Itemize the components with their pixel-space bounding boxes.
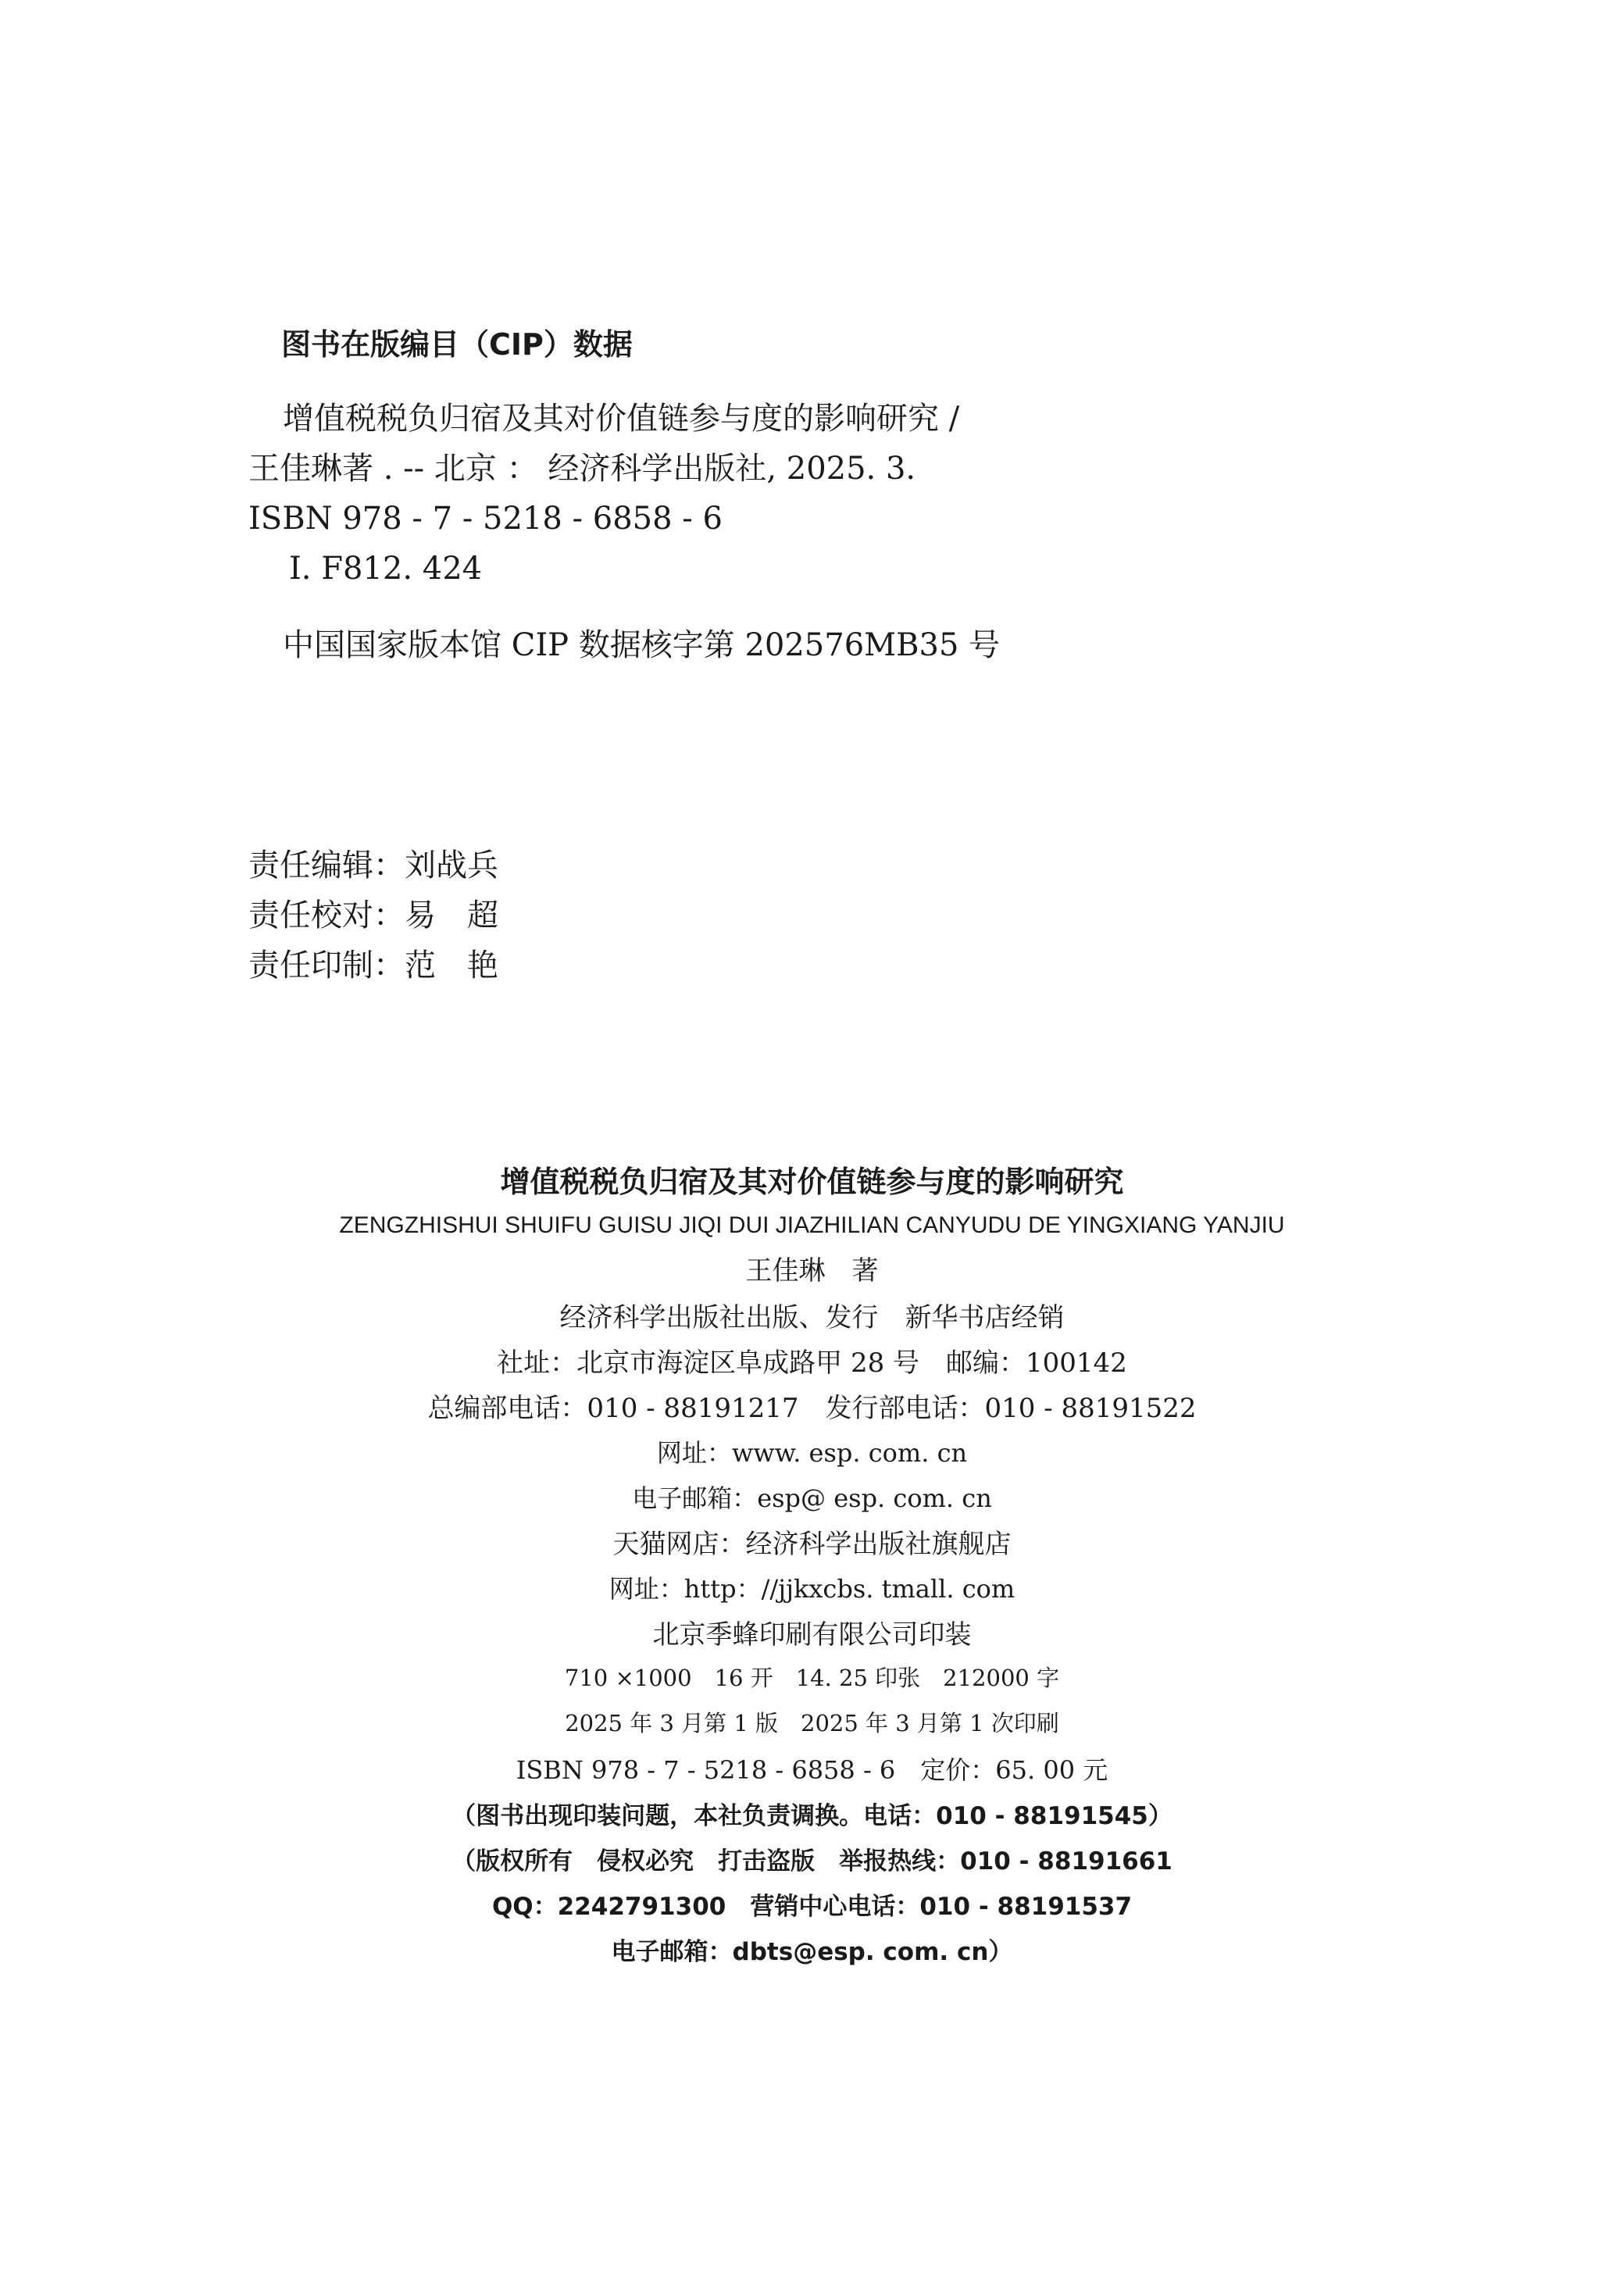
- imprint-line-email: 电子邮箱：esp@ esp. com. cn: [632, 1483, 992, 1513]
- imprint-line-isbn-price: ISBN 978 - 7 - 5218 - 6858 - 6 定价：65. 00 元: [516, 1755, 1108, 1785]
- responsible-printing: 责任印制：范 艳: [248, 948, 498, 983]
- imprint-line-printer: 北京季蜂印刷有限公司印装: [652, 1619, 972, 1651]
- responsible-proofreader: 责任校对：易 超: [248, 898, 498, 933]
- imprint-line-phones: 总编部电话：010 - 88191217 发行部电话：010 - 88191522: [427, 1393, 1197, 1424]
- cip-verification-number: 中国国家版本馆 CIP 数据核字第 202576MB35 号: [283, 627, 1001, 663]
- cip-line-classification: Ⅰ. F812. 424: [289, 551, 483, 587]
- imprint-line-tmall-url: 网址：http：//jjkxcbs. tmall. com: [609, 1574, 1015, 1604]
- imprint-title: 增值税税负归宿及其对价值链参与度的影响研究: [500, 1165, 1124, 1199]
- notice-print-defects: （图书出现印装问题，本社负责调换。电话：010 - 88191545）: [452, 1802, 1172, 1830]
- imprint-line-distribution: 经济科学出版社出版、发行 新华书店经销: [559, 1302, 1065, 1333]
- cip-line-title: 增值税税负归宿及其对价值链参与度的影响研究 /: [283, 401, 960, 437]
- imprint-line-specs: 710 ×1000 16 开 14. 25 印张 212000 字: [564, 1665, 1060, 1691]
- imprint-line-tmall-store: 天猫网店：经济科学出版社旗舰店: [612, 1529, 1012, 1560]
- notice-qq-marketing: QQ：2242791300 营销中心电话：010 - 88191537: [491, 1893, 1133, 1921]
- imprint-line-address: 社址：北京市海淀区阜成路甲 28 号 邮编：100142: [497, 1347, 1127, 1379]
- cip-line-author-publisher: 王佳琳著 . -- 北京 ： 经济科学出版社, 2025. 3.: [248, 451, 916, 487]
- imprint-line-website: 网址：www. esp. com. cn: [656, 1438, 968, 1468]
- notice-copyright: （版权所有 侵权必究 打击盗版 举报热线：010 - 88191661: [452, 1847, 1172, 1876]
- cip-line-isbn: ISBN 978 - 7 - 5218 - 6858 - 6: [248, 501, 723, 537]
- imprint-author: 王佳琳 著: [745, 1255, 879, 1287]
- imprint-pinyin-title: ZENGZHISHUI SHUIFU GUISU JIQI DUI JIAZHILIAN CANYUDU DE YINGXIANG YANJIU: [339, 1212, 1285, 1238]
- responsible-editor: 责任编辑：刘战兵: [248, 848, 498, 883]
- notice-email: 电子邮箱：dbts@esp. com. cn）: [611, 1938, 1013, 1966]
- cip-heading: 图书在版编目（CIP）数据: [281, 327, 633, 362]
- imprint-line-edition: 2025 年 3 月第 1 版 2025 年 3 月第 1 次印刷: [565, 1710, 1059, 1736]
